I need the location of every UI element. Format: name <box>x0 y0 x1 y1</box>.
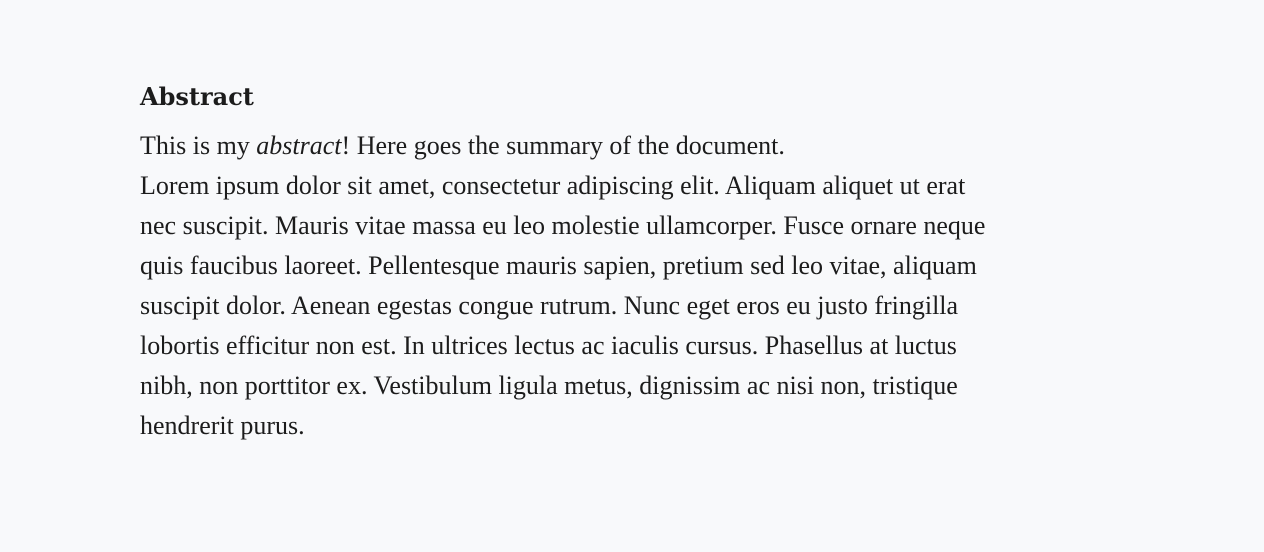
abstract-section <box>140 80 1140 446</box>
abstract-heading: Abstract <box>140 82 254 111</box>
intro-emphasis: abstract <box>256 131 342 160</box>
abstract-line: suscipit dolor. Aenean egestas congue rutrum. Nunc eget eros eu justo fringilla <box>140 291 959 320</box>
abstract-line: hendrerit purus. <box>140 411 305 440</box>
abstract-line: Lorem ipsum dolor sit amet, consectetur adipiscing elit. Aliquam aliquet ut erat <box>140 171 966 200</box>
abstract-body <box>140 126 1140 446</box>
abstract-intro-line <box>140 126 1140 166</box>
abstract-line: nibh, non porttitor ex. Vestibulum ligula metus, dignissim ac nisi non, tristique <box>140 371 958 400</box>
intro-text-after: ! Here goes the summary of the document. <box>341 131 785 160</box>
intro-text-before: This is my <box>140 131 257 160</box>
abstract-line: quis faucibus laoreet. Pellentesque mauris sapien, pretium sed leo vitae, aliquam <box>140 251 977 280</box>
abstract-line: nec suscipit. Mauris vitae massa eu leo molestie ullamcorper. Fusce ornare neque <box>140 211 986 240</box>
abstract-line: lobortis efficitur non est. In ultrices lectus ac iaculis cursus. Phasellus at luctus <box>140 331 957 360</box>
